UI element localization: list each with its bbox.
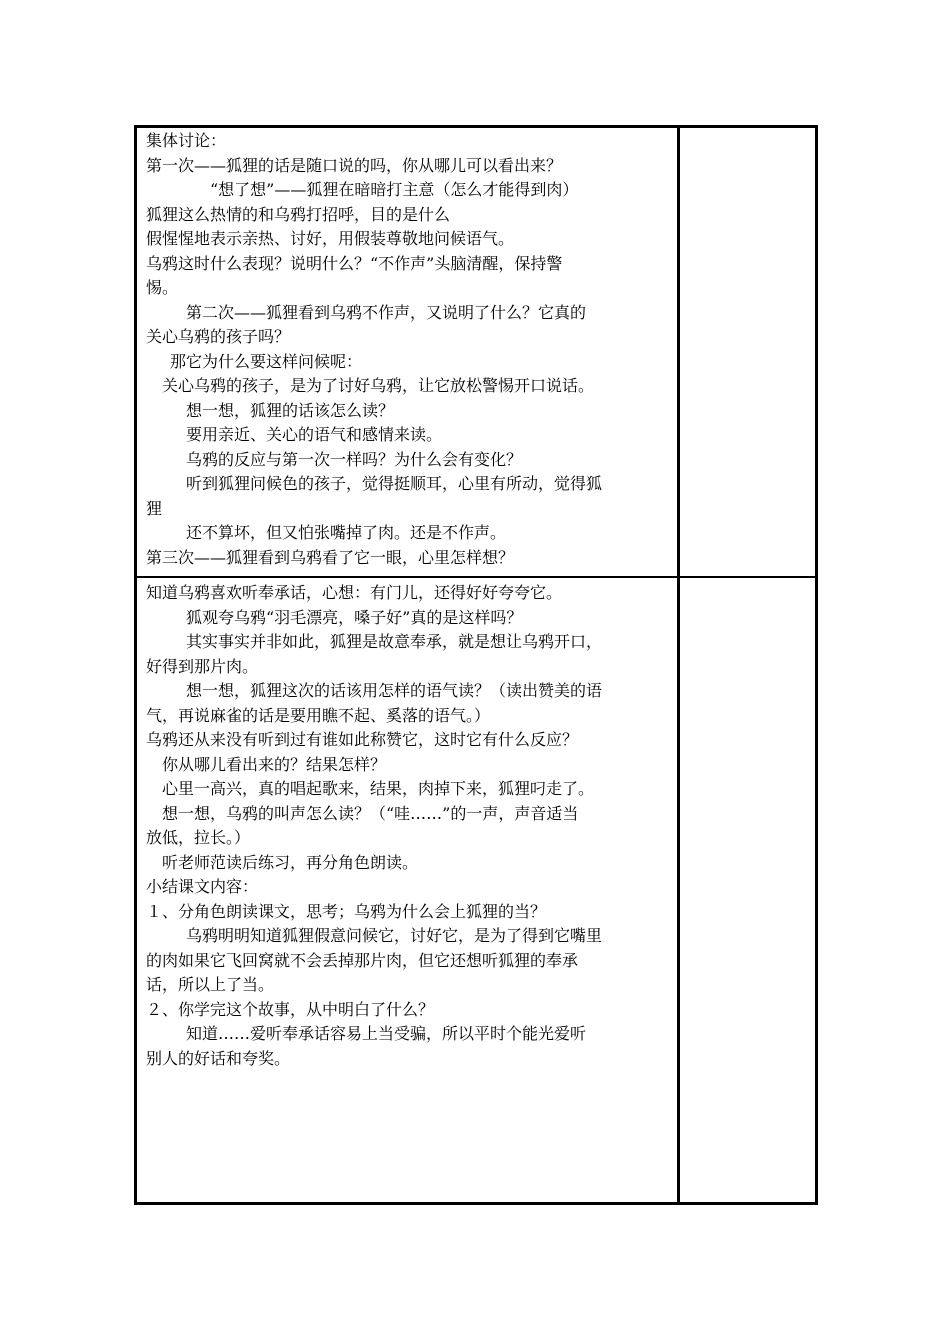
text-line: 狐狸这么热情的和乌鸦打招呼，目的是什么 [146,204,451,224]
row-divider [137,576,815,578]
text-line: 还不算坏，但又怕张嘴掉了肉。还是不作声。 [186,523,507,542]
text-line: 关心乌鸦的孩子，是为了讨好乌鸦，让它放松警惕开口说话。 [162,376,595,395]
text-line: 关心乌鸦的孩子吗？ [146,327,291,346]
text-line: 知道乌鸦喜欢听奉承话，心想：有门儿，还得好好夸夸它。 [146,583,563,602]
text-line: 狐观夸乌鸦“羽毛漂亮，嗓子好”真的是这样吗？ [186,607,523,627]
text-line: 乌鸦明明知道狐狸假意问候它，讨好它，是为了得到它嘴里 [186,926,603,945]
text-line: “想了想”——狐狸在暗暗打主意（怎么才能得到肉） [210,180,579,199]
text-line: 惕。 [146,278,179,297]
text-line: 小结课文内容： [146,877,259,896]
text-line: １、分角色朗读课文，思考；乌鸦为什么会上狐狸的当？ [146,901,547,921]
text-line: 第三次——狐狸看到乌鸦看了它一眼，心里怎样想？ [146,547,515,567]
text-line: 想一想，狐狸这次的话该用怎样的语气读？（读出赞美的语 [186,681,603,700]
text-line: 假惺惺地表示亲热、讨好，用假装尊敬地问候语气。 [146,229,515,248]
text-line: 狸 [146,498,163,518]
text-line: 知道……爱听奉承话容易上当受骗，所以平时个能光爱听 [186,1024,587,1043]
text-line: 听老师范读后练习，再分角色朗读。 [162,852,419,872]
text-line: 的肉如果它飞回窝就不会丢掉那片肉，但它还想听狐狸的奉承 [146,950,579,970]
text-line: 第一次——狐狸的话是随口说的吗，你从哪儿可以看出来？ [146,155,563,175]
text-line: 乌鸦还从来没有听到过有谁如此称赞它，这时它有什么反应？ [146,730,579,749]
text-line: 要用亲近、关心的语气和感情来读。 [186,425,443,444]
text-line: 别人的好话和夸奖。 [146,1048,291,1068]
text-line: 心里一高兴，真的唱起歌来，结果，肉掉下来，狐狸叼走了。 [162,779,595,798]
text-line: 集体讨论： [146,131,227,150]
text-line: 乌鸦的反应与第一次一样吗？为什么会有变化？ [186,449,523,469]
text-line: 你从哪儿看出来的？结果怎样？ [162,754,387,774]
text-line: 好得到那片肉。 [146,656,259,676]
row-2-content-cell [146,581,672,1071]
row-1-content-cell [146,129,672,570]
text-line: 放低，拉长。） [146,828,251,847]
text-line: ２、你学完这个故事，从中明白了什么？ [146,999,435,1019]
text-line: 乌鸦这时什么表现？说明什么？“不作声”头脑清醒，保持警 [146,253,563,273]
text-line: 听到狐狸问候色的孩子，觉得挺顺耳，心里有所动，觉得狐 [186,474,603,493]
text-line: 气，再说麻雀的话是要用瞧不起、奚落的语气。） [146,705,491,725]
text-line: 其实事实并非如此，狐狸是故意奉承，就是想让乌鸦开口， [186,632,603,651]
lesson-table [134,125,818,1205]
text-line: 那它为什么要这样问候呢： [170,351,363,371]
column-divider [677,128,680,1202]
text-line: 想一想，狐狸的话该怎么读？ [186,400,395,420]
text-line: 想一想，乌鸦的叫声怎么读？（“哇……”的一声，声音适当 [162,803,579,823]
text-line: 第二次——狐狸看到乌鸦不作声，又说明了什么？它真的 [186,302,587,322]
text-line: 话，所以上了当。 [146,975,275,994]
